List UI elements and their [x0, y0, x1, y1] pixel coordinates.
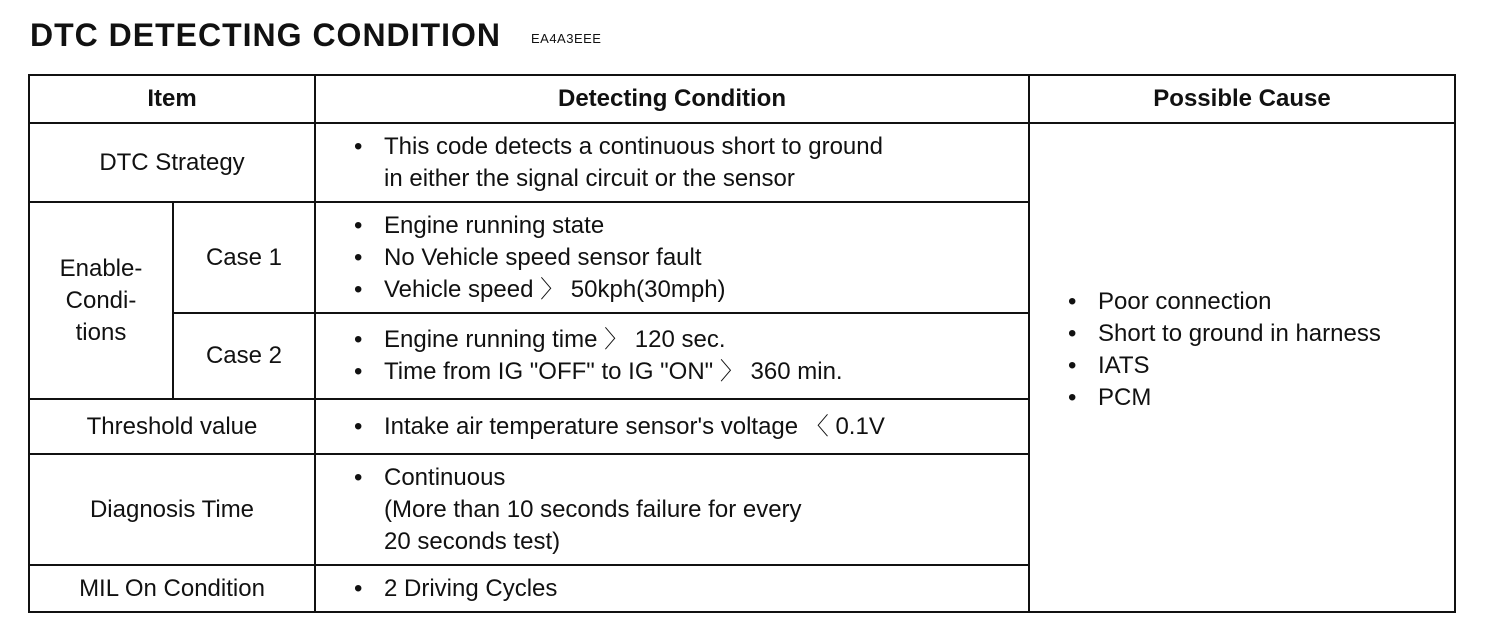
item-case-2: Case 2 — [173, 313, 315, 399]
condition-line: • Engine running time 〉 120 sec. — [354, 324, 1028, 356]
condition-line: • Vehicle speed 〉 50kph(30mph) — [354, 274, 1028, 306]
condition-dtc-strategy — [315, 123, 1029, 202]
item-threshold: Threshold value — [29, 399, 315, 454]
condition-threshold — [315, 399, 1029, 454]
possible-cause-cell — [1029, 123, 1455, 612]
item-mil-on: MIL On Condition — [29, 565, 315, 612]
header-cause: Possible Cause — [1029, 75, 1455, 123]
condition-line: • No Vehicle speed sensor fault — [354, 242, 1028, 274]
cause-item: • PCM — [1068, 382, 1454, 414]
condition-case-1 — [315, 202, 1029, 313]
header-item: Item — [29, 75, 315, 123]
page-title: DTC DETECTING CONDITION — [30, 17, 501, 53]
header-condition: Detecting Condition — [315, 75, 1029, 123]
condition-line: 20 seconds test) — [384, 527, 561, 555]
condition-line: (More than 10 seconds failure for every — [384, 495, 802, 523]
condition-mil-on — [315, 565, 1029, 612]
item-enable-conditions: Enable- Condi- tions — [29, 202, 173, 399]
condition-line: • Time from IG "OFF" to IG "ON" 〉 360 min. — [354, 356, 1028, 388]
document-code: EA4A3EEE — [530, 31, 602, 46]
condition-case-2 — [315, 313, 1029, 399]
row-dtc-strategy — [29, 123, 1455, 202]
cause-item: • Short to ground in harness — [1068, 318, 1454, 350]
cause-list — [1068, 286, 1454, 414]
cause-item: • IATS — [1068, 350, 1454, 382]
item-dtc-strategy: DTC Strategy — [29, 123, 315, 202]
dtc-table — [28, 74, 1456, 613]
condition-line: • This code detects a continuous short to ground — [354, 131, 1028, 163]
header-row — [29, 75, 1455, 123]
cause-item: • Poor connection — [1068, 286, 1454, 318]
item-diagnosis-time: Diagnosis Time — [29, 454, 315, 565]
header — [30, 14, 601, 54]
item-case-1: Case 1 — [173, 202, 315, 313]
condition-diagnosis-time — [315, 454, 1029, 565]
condition-line: • Engine running state — [354, 210, 1028, 242]
condition-line: • 2 Driving Cycles — [354, 573, 1028, 605]
condition-line: in either the signal circuit or the sensor — [384, 164, 795, 192]
condition-line: • Continuous — [354, 462, 1028, 494]
condition-line: • Intake air temperature sensor's voltage 〈 0.1V — [354, 411, 1028, 443]
